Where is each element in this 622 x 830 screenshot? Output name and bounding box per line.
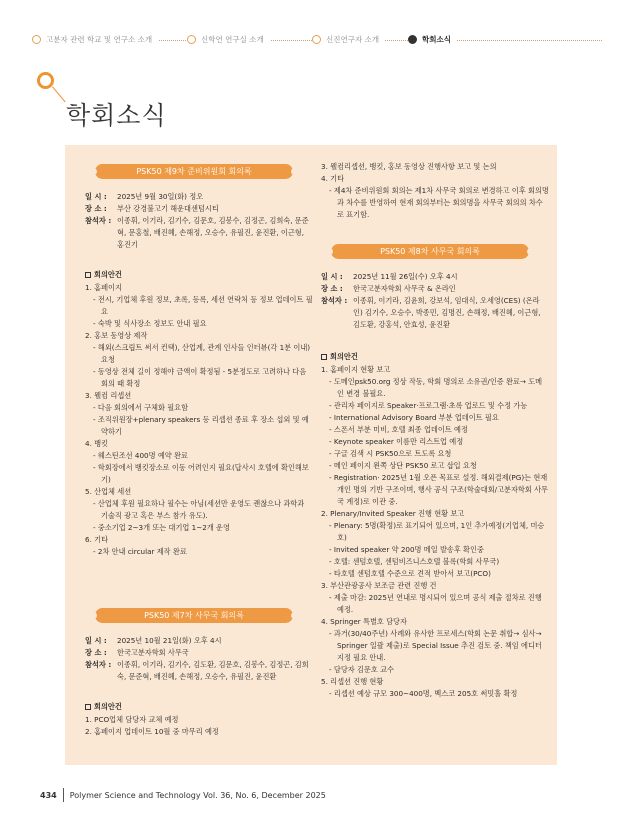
agenda-item-heading: 5. 리셉션 진행 현황 — [321, 677, 384, 686]
agenda-bullet-item: - 조직위원장+plenary speakers 등 리셉션 종료 후 장소 섭외 및 예약하기 — [93, 415, 309, 436]
page-number: 434 — [40, 790, 57, 800]
meta-label: 참석자 : — [85, 216, 112, 225]
meta-place: 한국고분자학회 사무국 & 온라인 — [353, 284, 456, 293]
section-header-9th-committee: PSK50 제9차 준비위원회 회의록 — [95, 164, 293, 179]
meta-attendees: 이종휘, 이기라, 김윤희, 강보석, 임대식, 오세영(CES) (온라인) 김기수, 오승수, 박종민, 김명진, 손해정, 배진혜, 이근형, 김도환, 강홍석, 안효성, 윤진환 — [353, 296, 541, 329]
meta-label: 장 소 : — [85, 648, 107, 657]
agenda-item-heading: 1. 홈페이지 현황 보고 — [321, 365, 391, 374]
agenda-bullet-item: - 중소기업 2~3개 또는 대기업 1~2개 운영 — [93, 523, 230, 532]
nav-item-society-news[interactable] — [408, 34, 457, 45]
agenda-item-heading: 1. 홈페이지 — [85, 283, 122, 292]
agenda-bullet-item: - 동영상 전체 길이 정해야 금액이 확정됨 - 5분정도로 고려하나 다음 회의 때 확정 — [93, 367, 307, 388]
agenda-bullet-item: - Keynote speaker 이름만 리스트업 예정 — [329, 437, 464, 446]
meta-place: 한국고분자학회 사무국 — [117, 648, 189, 657]
agenda-bullet-item: - 스폰서 부분 미비, 호텔 최종 업데이트 예정 — [329, 425, 468, 434]
nav-bullet-active-icon — [408, 35, 417, 44]
meta-label: 참석자 : — [85, 660, 112, 669]
meeting-info-9th — [85, 191, 313, 251]
meta-attendees: 이종휘, 이기라, 김기수, 김도환, 김문호, 김봉수, 김정곤, 김희숙, 문준혁, 배진혜, 손해정, 오승수, 유필진, 윤진환 — [117, 660, 309, 681]
agenda-bullet-item: - 해외(스크립트 써서 컨택), 산업계, 관계 인사들 인터뷰(각 1분 이내) 요청 — [93, 343, 311, 364]
decorative-line — [52, 86, 66, 102]
agenda-item-heading: 2. 홈페이지 업데이트 10월 중 마무리 예정 — [85, 727, 219, 736]
nav-bullet-icon — [312, 35, 321, 44]
agenda-bullet-item: - 호텔: 센텀호텔, 센텀비즈니스호텔 블록(학회 사무국) — [329, 557, 500, 566]
agenda-bullet-item: - 관리자 페이지로 Speaker·프로그램·초록 업로드 및 수정 가능 — [329, 401, 528, 410]
agenda-item-heading: 2. 홍보 동영상 제작 — [85, 331, 148, 340]
agenda-bullet-item: - 제출 마감: 2025년 연내로 명시되어 있으며 공식 제출 절차로 진행 예정. — [329, 593, 542, 614]
agenda-bullet-item: - 숙박 및 식사장소 정보도 안내 필요 — [93, 319, 207, 328]
nav-item-institutions[interactable] — [32, 34, 158, 45]
meta-label: 장 소 : — [321, 284, 343, 293]
top-navigation — [22, 30, 612, 50]
meta-label: 일 시 : — [85, 636, 107, 645]
agenda-bullet-item: - 도메인psk50.org 정상 작동, 학회 명의로 소유권/인증 완료→ 도메인 변경 불필요. — [329, 377, 543, 398]
nav-bullet-icon — [32, 35, 41, 44]
agenda-bullet-item: - 전시, 기업체 후원 정보, 초록, 등록, 세션 연락처 등 정보 업데이트 필요 — [93, 295, 313, 316]
agenda-item-heading: 1. PCO업체 담당자 교체 예정 — [85, 715, 179, 724]
agenda-7th-continued — [321, 161, 549, 221]
agenda-bullet-item: - 학회장에서 뱅킷장소로 이동 어려인지 필요(답사시 호텔에 확인해보기) — [93, 463, 309, 484]
agenda-bullet-item: - Invited speaker 약 200명 메일 발송후 확인중 — [329, 545, 484, 554]
agenda-bullet-item: - 담당자 김문호 교수 — [329, 665, 394, 674]
nav-item-label: 신진연구자 소개 — [326, 35, 380, 44]
agenda-item-heading: 3. 웰컴리셉션, 뱅킷, 홍보 동영상 진행사항 보고 및 논의 — [321, 162, 497, 171]
agenda-item-heading: 5. 산업체 세션 — [85, 487, 132, 496]
agenda-bullet-item: - 구글 검색 시 PSK50으로 트도록 요청 — [329, 449, 452, 458]
meta-attendees: 이종휘, 이기라, 김기수, 김문호, 김봉수, 김정곤, 김희숙, 문준혁, 문홍철, 배진혜, 손해정, 오승수, 유필진, 윤진환, 이근형, 홍진기 — [117, 216, 309, 249]
footer-divider — [63, 788, 64, 802]
agenda-item-heading: 2. Plenary/Invited Speaker 진행 현황 보고 — [321, 509, 465, 518]
agenda-item-heading: 3. 부산관광공사 보조금 관련 진행 건 — [321, 581, 437, 590]
agenda-bullet-item: - Registration· 2025년 1월 오픈 목표로 설정. 해외결제(PG)는 현재 개인 명의 기반 구조이며, 행사 공식 구조(학술대회/고분자학회 사무국 계정)로 이관 중. — [329, 473, 548, 506]
agenda-bullet-item: - 타호텔 센텀호텔 수준으로 견적 받아서 보고(PCO) — [329, 569, 491, 578]
agenda-bullet-item: - 리셉션 예상 규모 300~400명, 벡스코 205호 써밋홀 확정 — [329, 689, 518, 698]
nav-item-label: 학회소식 — [422, 35, 451, 44]
agenda-heading — [321, 351, 549, 363]
page-footer — [40, 788, 326, 802]
agenda-heading — [85, 269, 313, 281]
meta-place: 부산 강경불고기 해운대센텀시티 — [117, 204, 219, 213]
square-bullet-icon — [321, 354, 327, 360]
journal-citation: Polymer Science and Technology Vol. 36, No. 6, December 2025 — [69, 790, 326, 800]
square-bullet-icon — [85, 272, 91, 278]
agenda-bullet-item: - Plenary: 5명(확정)로 표기되어 있으며, 1인 추가예정(기업체, 미승호) — [329, 521, 545, 542]
nav-item-labs[interactable] — [187, 34, 270, 45]
agenda-bullet-item: - 웨스틴조선 400명 예약 완료 — [93, 451, 188, 460]
nav-item-label: 신학연 연구실 소개 — [201, 35, 264, 44]
meta-label: 일 시 : — [85, 192, 107, 201]
square-bullet-icon — [85, 704, 91, 710]
section-header-7th-office: PSK50 제7차 사무국 회의록 — [95, 608, 293, 623]
agenda-item-heading: 4. 기타 — [321, 174, 345, 183]
agenda-bullet-item: - 제4차 준비위원회 회의는 제1차 사무국 회의로 변경하고 이후 회의명과 차수를 반영하여 현재 회의부터는 회의명을 사무국 회의의 차수로 표기함. — [329, 186, 549, 219]
agenda-bullet-item: - 산업체 후원 필요하나 필수는 아님(세션만 운영도 괜찮으나 과학과 기술직 광고 혹은 부스 참가 유도). — [93, 499, 305, 520]
agenda-heading-text: 회의안건 — [94, 270, 122, 279]
meta-label: 일 시 : — [321, 272, 343, 281]
agenda-9th — [85, 269, 313, 558]
agenda-heading-text: 회의안건 — [94, 702, 122, 711]
meta-label: 장 소 : — [85, 204, 107, 213]
agenda-item-heading: 6. 기타 — [85, 535, 109, 544]
content-panel — [65, 145, 557, 765]
meta-date: 2025년 9월 30일(화) 정오 — [117, 192, 204, 201]
meta-date: 2025년 11월 26일(수) 오후 4시 — [353, 272, 458, 281]
nav-bullet-icon — [187, 35, 196, 44]
nav-item-label: 고분자 관련 학교 및 연구소 소개 — [46, 35, 153, 44]
page-title: 학회소식 — [66, 101, 167, 130]
section-header-8th-office: PSK50 제8차 사무국 회의록 — [331, 244, 529, 259]
meeting-info-7th — [85, 635, 313, 683]
agenda-bullet-item: - 2차 안내 circular 제작 완료 — [93, 547, 187, 556]
agenda-7th — [85, 701, 313, 738]
agenda-bullet-item: - 과거(30/40주년) 사례와 유사한 프로세스(학회 논문 취합→ 심사→ Springer 일괄 제출)로 Special Issue 추진 검토 중. 책임 에디터 지정 필요 안내. — [329, 629, 542, 662]
agenda-bullet-item: - International Advisory Board 부분 업데이트 필요 — [329, 413, 499, 422]
nav-item-researchers[interactable] — [312, 34, 385, 45]
meta-date: 2025년 10월 21일(화) 오후 4시 — [117, 636, 222, 645]
agenda-8th — [321, 351, 549, 700]
meta-label: 참석자 : — [321, 296, 348, 305]
agenda-item-heading: 4. 뱅킷 — [85, 439, 109, 448]
agenda-heading — [85, 701, 313, 713]
agenda-heading-text: 회의안건 — [330, 352, 358, 361]
agenda-item-heading: 4. Springer 특별호 담당자 — [321, 617, 407, 626]
agenda-bullet-item: - 메인 페이지 왼쪽 상단 PSK50 로고 삽입 요청 — [329, 461, 477, 470]
agenda-bullet-item: - 다음 회의에서 구체화 필요함 — [93, 403, 189, 412]
meeting-info-8th — [321, 271, 549, 331]
agenda-item-heading: 3. 웰컴 리셉션 — [85, 391, 132, 400]
